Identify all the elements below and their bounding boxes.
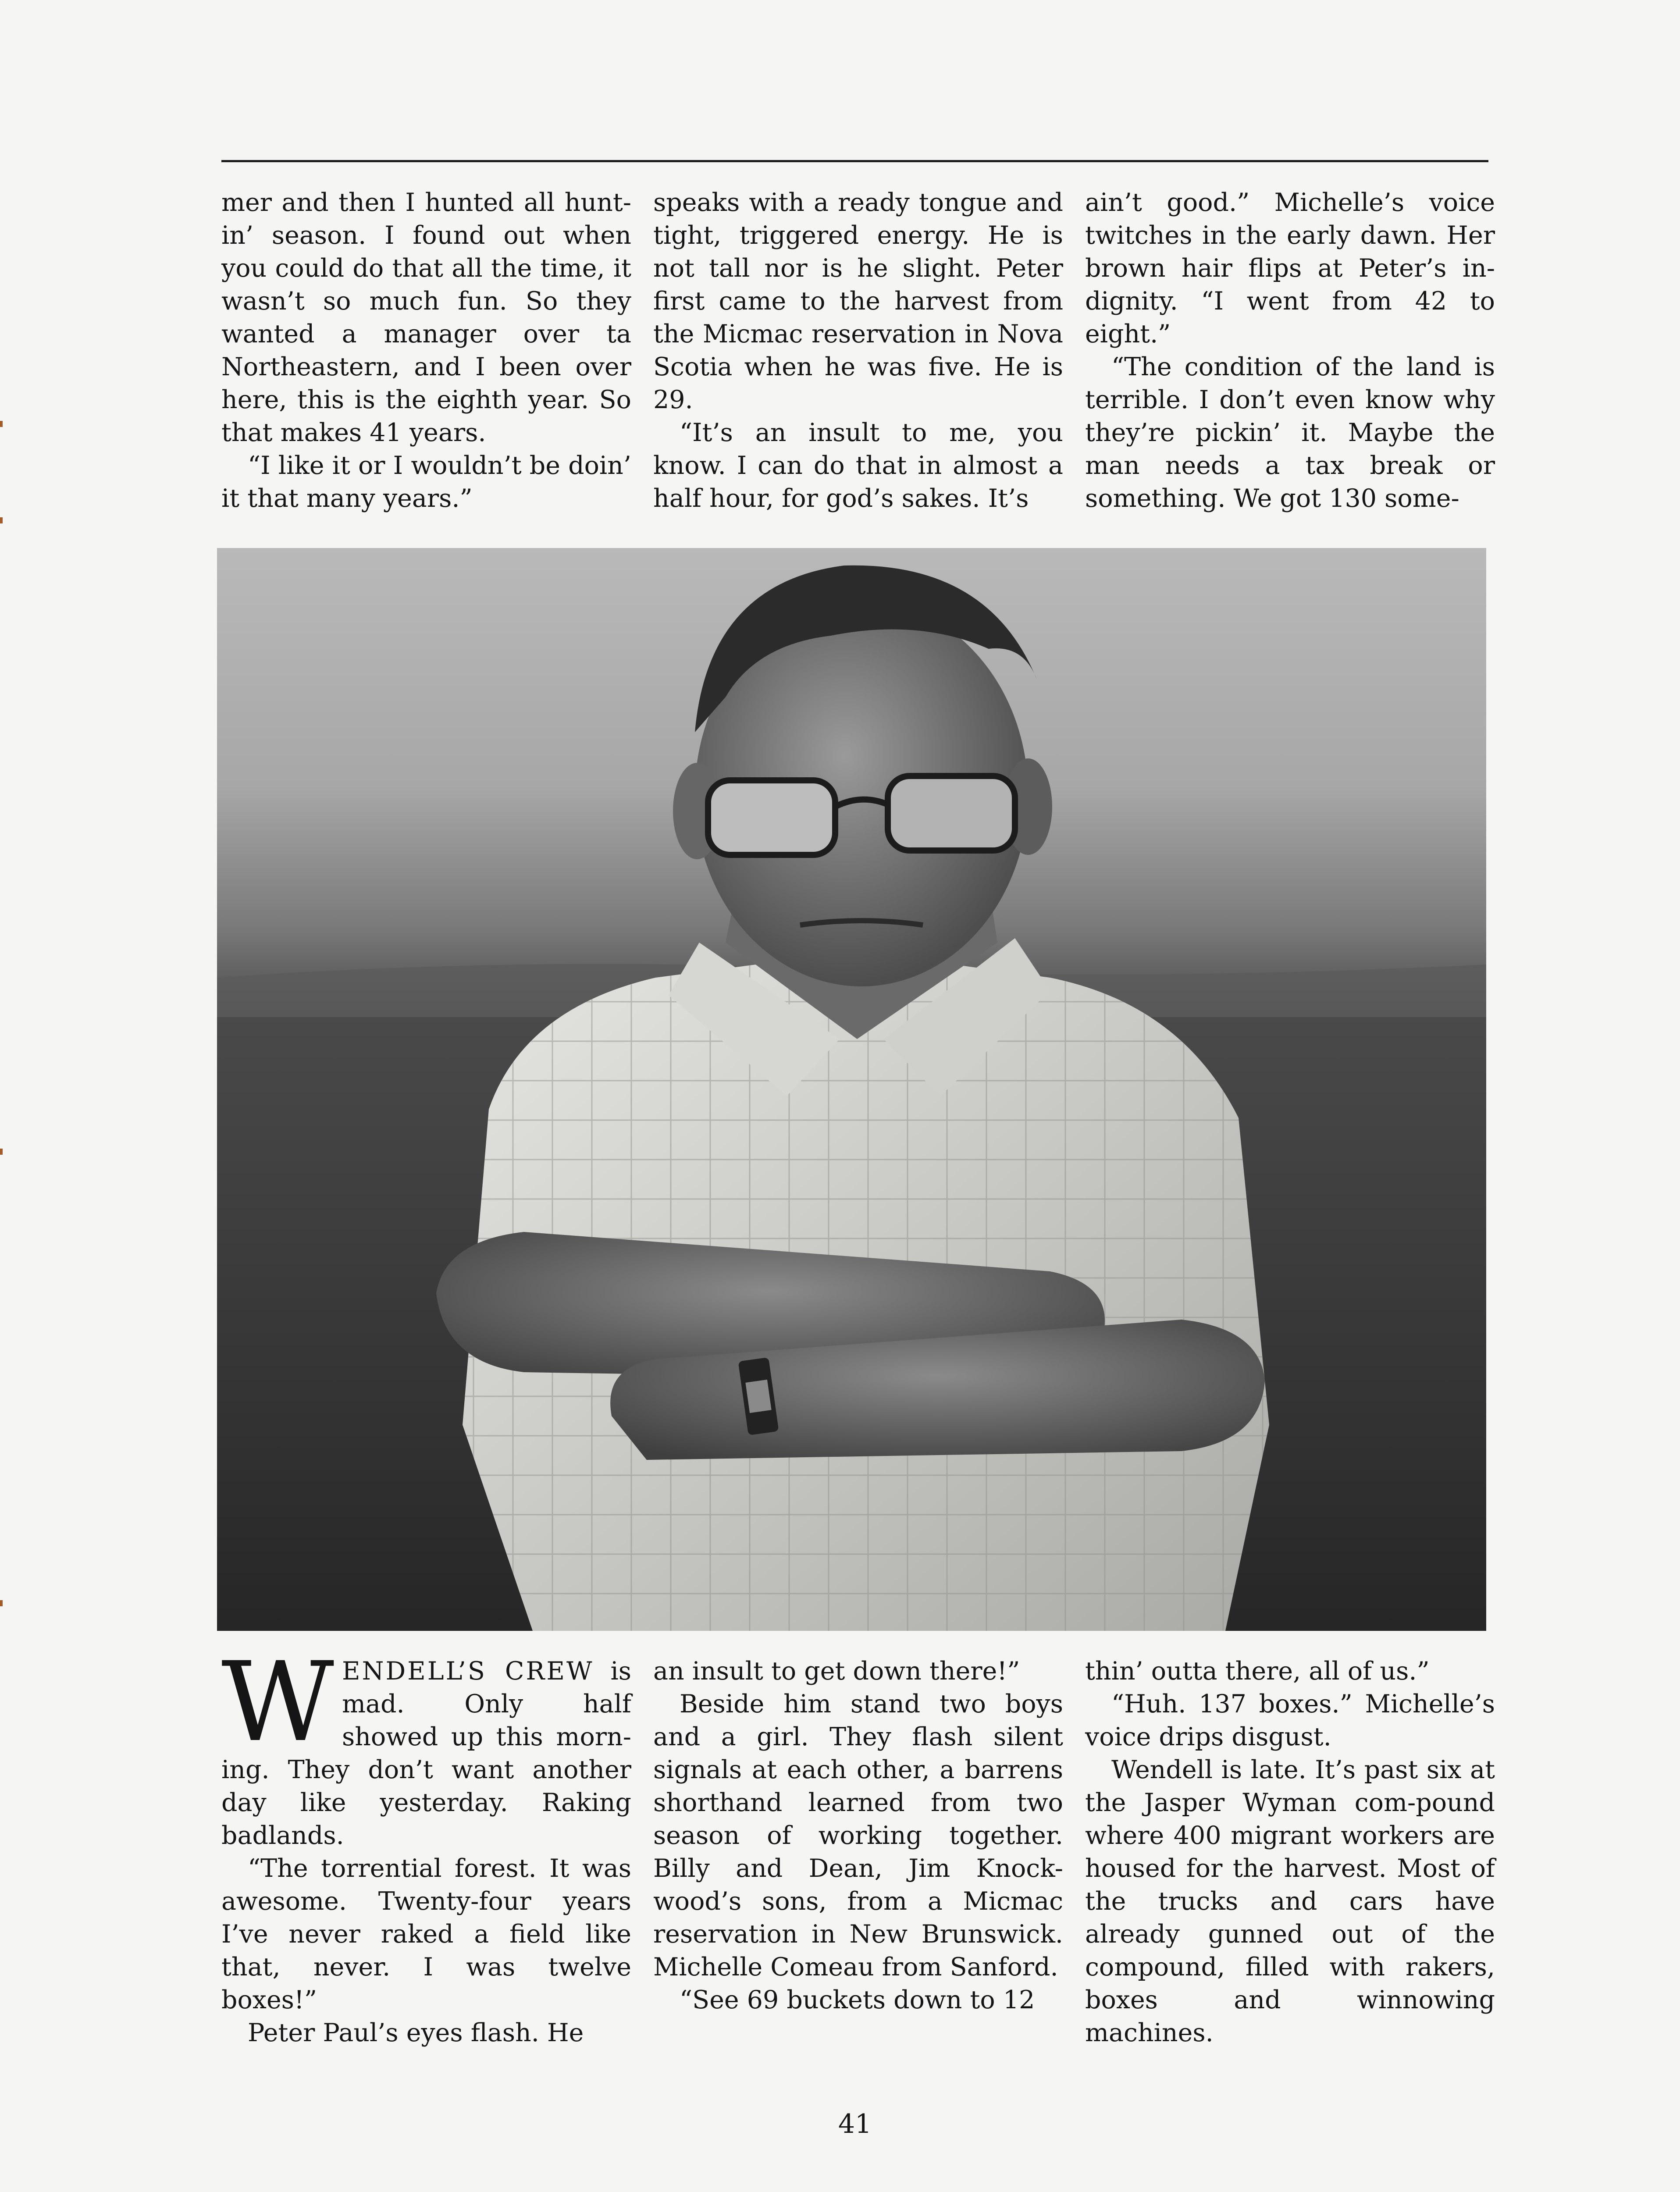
paragraph: is mad. Only half showed up this morn-ing. They don’t want another day like yesterday. Raking badlands. (221, 1657, 632, 1850)
binding-mark (0, 1149, 3, 1155)
page-number: 41 (838, 2109, 872, 2139)
binding-mark (0, 1600, 3, 1606)
header-rule (221, 160, 1488, 162)
paragraph: ain’t good.” Michelle’s voice twitches in the early dawn. Her brown hair flips at Peter’s in-dignity. “I went from 42 to eight.” (1085, 188, 1495, 349)
binding-mark (0, 421, 3, 427)
paragraph: “The torrential forest. It was awesome. Twenty-four years I’ve never raked a field like that, never. I was twelve boxes!” (221, 1854, 631, 2014)
portrait-illustration (217, 548, 1486, 1631)
paragraph: “The condition of the land is terrible. I don’t even know why they’re pickin’ it. Maybe the man needs a tax break or something. We got 130 some- (1085, 352, 1495, 513)
lead-in: ENDELL’S CREW (342, 1657, 594, 1686)
paragraph: “Huh. 137 boxes.” Michelle’s voice drips disgust. (1085, 1690, 1495, 1751)
top-column-3 (1085, 186, 1495, 515)
binding-mark (0, 517, 3, 523)
bottom-column-1 (221, 1638, 632, 2050)
paragraph: “See 69 buckets down to 12 (680, 1986, 1035, 2014)
paragraph: Peter Paul’s eyes flash. He (248, 2018, 584, 2047)
top-column-1 (221, 186, 631, 515)
paragraph: thin’ outta there, all of us.” (1085, 1657, 1430, 1686)
paragraph: Beside him stand two boys and a girl. They flash silent signals at each other, a barrens shorthand learned from two season of working together. Billy and Dean, Jim Knock-wood’s sons, from a Micmac reservation in New Brunswick. Michelle Comeau from Sanford. (653, 1690, 1063, 1982)
paragraph: “It’s an insult to me, you know. I can do that in almost a half hour, for god’s sakes. It’s (653, 418, 1063, 513)
portrait-photo (217, 548, 1486, 1631)
paragraph: “I like it or I wouldn’t be doin’ it that many years.” (221, 451, 631, 513)
paragraph: speaks with a ready tongue and tight, triggered energy. He is not tall nor is he slight. Peter first came to the harvest from the Micmac reservation in Nova Scotia when he was five. He is 29. (653, 188, 1063, 414)
bottom-column-3 (1085, 1655, 1495, 2050)
paragraph: Wendell is late. It’s past six at the Jasper Wyman com-pound where 400 migrant workers are housed for the harvest. Most of the trucks and cars have already gunned out of the compound, filled with rakers, boxes and winnowing machines. (1085, 1755, 1495, 2047)
top-column-2 (653, 186, 1063, 515)
drop-cap: W (221, 1638, 334, 1766)
bottom-column-2 (653, 1655, 1063, 2017)
paragraph: mer and then I hunted all hunt-in’ season. I found out when you could do that all the time, it wasn’t so much fun. So they wanted a manager over ta Northeastern, and I been over here, this is the eighth year. So that makes 41 years. (221, 188, 631, 447)
paragraph: an insult to get down there!” (653, 1657, 1020, 1686)
